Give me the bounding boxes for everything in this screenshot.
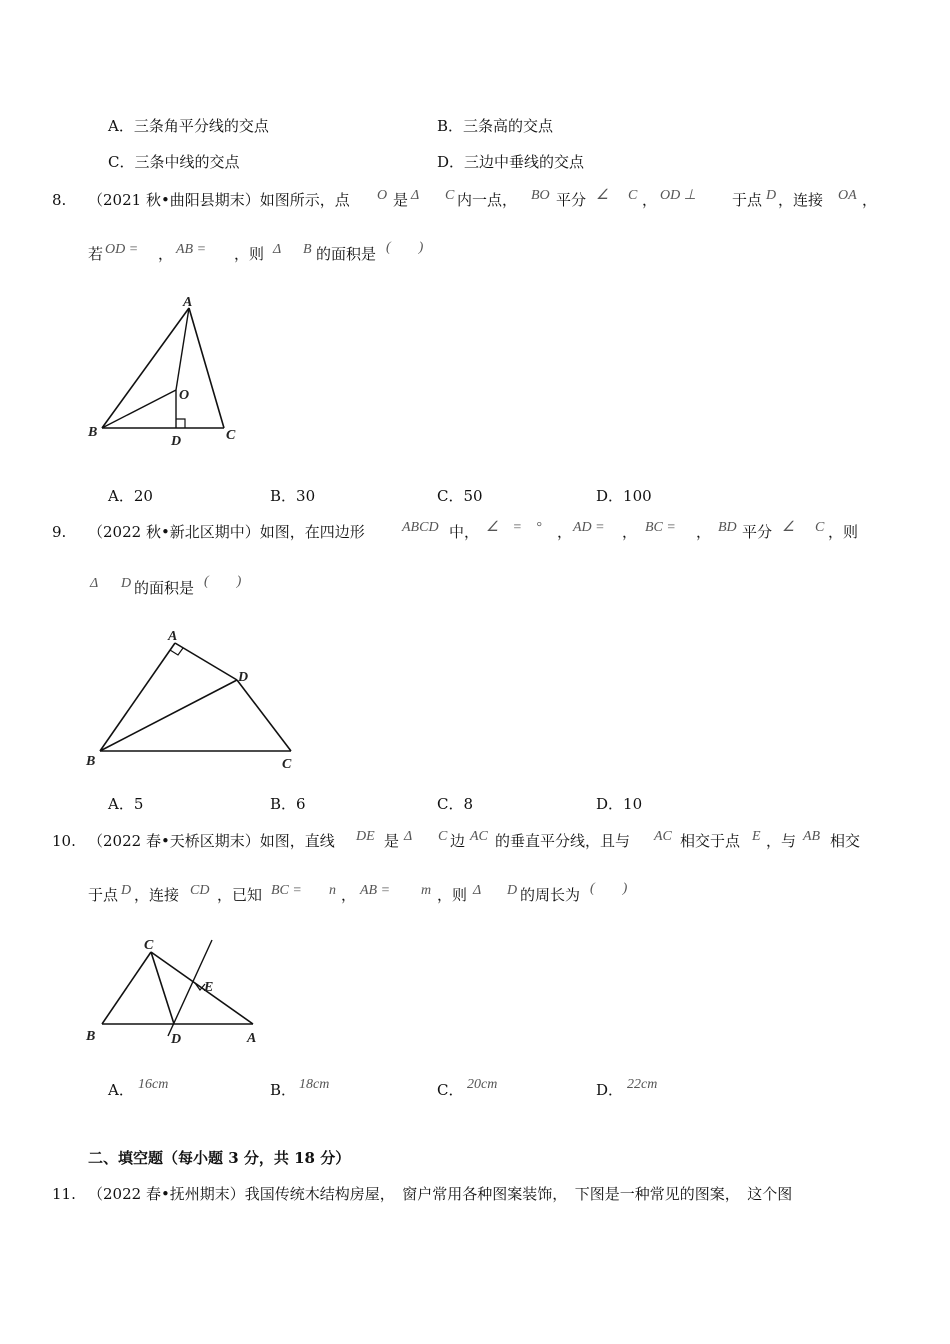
q10-l2-ab: AB = xyxy=(360,883,391,898)
q10-l2-lianjie: ，连接 xyxy=(134,886,180,904)
q10-label-b: B xyxy=(86,1029,96,1044)
q10-option-c-value: 20cm xyxy=(467,1077,498,1092)
q8-l2-comma1: ， xyxy=(158,245,174,263)
section-2-title: 二、填空题（每小题 3 分，共 18 分） xyxy=(88,1149,351,1167)
q10-l2-yudian: 于点 xyxy=(88,886,119,904)
q9-comma3: ， xyxy=(696,523,712,541)
q10-l2-tri: Δ xyxy=(473,883,482,898)
q8-paren: ( ) xyxy=(386,240,424,255)
q10-yu: ，与 xyxy=(766,832,797,850)
q10-bian: 边 xyxy=(450,832,466,850)
q9-label-b: B xyxy=(86,754,96,769)
q9-option-c: C．8 xyxy=(437,795,474,813)
q8-d: D xyxy=(766,188,777,203)
q8-option-b: B．30 xyxy=(270,487,316,505)
q9-bisect: 平分 xyxy=(742,523,773,541)
q10-de: DE xyxy=(356,829,375,844)
q9-source: （2022 秋•新北区期中）如图，在四边形 xyxy=(88,523,365,541)
q9-right-angle-mark xyxy=(170,648,183,655)
q9-number: 9. xyxy=(52,523,67,541)
q10-xiangjiao: 相交于点 xyxy=(680,832,741,850)
q8-yudian: 于点 xyxy=(732,191,763,209)
q8-ruo: 若 xyxy=(88,245,104,263)
q9-comma1: ， xyxy=(557,523,573,541)
q9-option-b: B．6 xyxy=(270,795,306,813)
q11-text: （2022 春•抚州期末）我国传统木结构房屋， 窗户常用各种图案装饰， 下图是一种常见的图案， 这个图 xyxy=(88,1185,793,1203)
q10-l2-yizhi: ，已知 xyxy=(217,886,263,904)
q10-option-d-letter: D． xyxy=(596,1081,624,1099)
q10-l2-dd: D xyxy=(507,883,518,898)
q8-label-d: D xyxy=(171,434,182,449)
q10-l2-cd: CD xyxy=(190,883,210,898)
q10-l2-d: D xyxy=(121,883,132,898)
q9-seg-dc xyxy=(237,680,291,751)
q8-l2-ze: ，则 xyxy=(234,245,265,263)
q8-l2-b: B xyxy=(303,242,312,257)
q7-option-b: B．三条高的交点 xyxy=(437,117,554,135)
q8-c1: C xyxy=(445,188,455,203)
q10-label-e: E xyxy=(204,980,214,995)
q10-l2-n: n xyxy=(329,883,336,898)
q8-bisect: 平分 xyxy=(556,191,587,209)
q10-option-b-value: 18cm xyxy=(299,1077,330,1092)
q10-source: （2022 春•天桥区期末）如图，直线 xyxy=(88,832,335,850)
q8-lianjie: ，连接 xyxy=(778,191,824,209)
q8-label-c: C xyxy=(226,428,236,443)
q10-perimeter: 的周长为 xyxy=(520,886,581,904)
q8-option-c: C．50 xyxy=(437,487,483,505)
q10-shi: 是 xyxy=(384,832,400,850)
q10-l2-bc: BC = xyxy=(271,883,302,898)
q8-seg-ac xyxy=(189,308,224,428)
q9-c: C xyxy=(815,520,825,535)
q9-comma2: ， xyxy=(622,523,638,541)
q9-seg-bd xyxy=(100,680,237,751)
q8-o: O xyxy=(377,188,388,203)
q8-option-d: D．100 xyxy=(596,487,652,505)
q10-option-c-letter: C． xyxy=(437,1081,464,1099)
q10-option-b-letter: B． xyxy=(270,1081,297,1099)
q10-option-a-value: 16cm xyxy=(138,1077,169,1092)
q10-l2-ze: ，则 xyxy=(437,886,468,904)
q10-c1: C xyxy=(438,829,448,844)
q10-label-d: D xyxy=(171,1032,182,1047)
q10-e: E xyxy=(752,829,761,844)
q8-tri: Δ xyxy=(411,188,420,203)
q8-c2: C xyxy=(628,188,638,203)
q8-angle: ∠ xyxy=(596,188,609,203)
q9-seg-ab xyxy=(100,643,175,751)
q9-seg-ad xyxy=(175,643,237,680)
q9-paren: ( ) xyxy=(204,574,242,589)
q9-label-c: C xyxy=(282,757,292,772)
q9-figure xyxy=(80,625,310,775)
q10-ac2: AC xyxy=(654,829,672,844)
q8-seg-bo xyxy=(102,390,176,428)
q10-label-a: A xyxy=(247,1031,257,1046)
q10-perp: 的垂直平分线，且与 xyxy=(495,832,631,850)
q9-label-a: A xyxy=(168,629,178,644)
q10-figure xyxy=(80,932,280,1052)
q8-right-angle-mark xyxy=(176,419,185,428)
q9-area: 的面积是 xyxy=(134,579,195,597)
q8-od-eq: OD = xyxy=(105,242,139,257)
q10-l2-m: m xyxy=(421,883,432,898)
q10-paren: ( ) xyxy=(590,881,628,896)
q10-xj: 相交 xyxy=(830,832,861,850)
q8-od-perp: OD ⊥ xyxy=(660,188,696,203)
q10-seg-cd xyxy=(151,952,174,1024)
q8-shi: 是 xyxy=(393,191,409,209)
q10-number: 10. xyxy=(52,832,76,850)
q9-zhong: 中， xyxy=(449,523,480,541)
q10-label-c: C xyxy=(144,938,154,953)
q8-bo: BO xyxy=(531,188,550,203)
q8-label-o: O xyxy=(179,388,190,403)
q8-ab-eq: AB = xyxy=(176,242,207,257)
q9-angle-eq: ∠ = ° xyxy=(486,520,542,535)
q8-area: 的面积是 xyxy=(316,245,377,263)
q9-abcd: ABCD xyxy=(402,520,439,535)
q9-label-d: D xyxy=(238,670,249,685)
q9-l2-tri: Δ xyxy=(90,576,99,591)
q9-ze: ，则 xyxy=(828,523,859,541)
q10-ac: AC xyxy=(470,829,488,844)
q7-option-a: A．三条角平分线的交点 xyxy=(108,117,269,135)
q10-l2-comma: ， xyxy=(341,886,357,904)
q8-option-a: A．20 xyxy=(108,487,153,505)
q8-label-b: B xyxy=(88,425,98,440)
q9-angle2: ∠ xyxy=(782,520,795,535)
q9-option-d: D．10 xyxy=(596,795,643,813)
q8-label-a: A xyxy=(183,295,193,310)
q8-source: （2021 秋•曲阳县期末）如图所示，点 xyxy=(88,191,350,209)
q8-oa: OA xyxy=(838,188,857,203)
q7-option-c: C．三条中线的交点 xyxy=(108,153,240,171)
q8-comma1: ， xyxy=(642,191,658,209)
q7-option-d: D．三边中垂线的交点 xyxy=(437,153,585,171)
q10-option-d-value: 22cm xyxy=(627,1077,658,1092)
q8-l2-tri: Δ xyxy=(273,242,282,257)
q9-bd: BD xyxy=(718,520,737,535)
q10-tri: Δ xyxy=(404,829,413,844)
q10-option-a-letter: A． xyxy=(108,1081,134,1099)
q10-ab: AB xyxy=(803,829,821,844)
q10-seg-bc xyxy=(102,952,151,1024)
q8-inner: 内一点， xyxy=(457,191,518,209)
q8-seg-ao xyxy=(176,308,189,390)
q9-bc-eq: BC = xyxy=(645,520,676,535)
q8-number: 8. xyxy=(52,191,67,209)
q9-ad-eq: AD = xyxy=(573,520,605,535)
q11-number: 11. xyxy=(52,1185,76,1203)
q9-l2-d: D xyxy=(121,576,132,591)
q8-comma2: ， xyxy=(862,191,878,209)
q8-figure xyxy=(80,290,260,450)
q9-option-a: A．5 xyxy=(108,795,144,813)
